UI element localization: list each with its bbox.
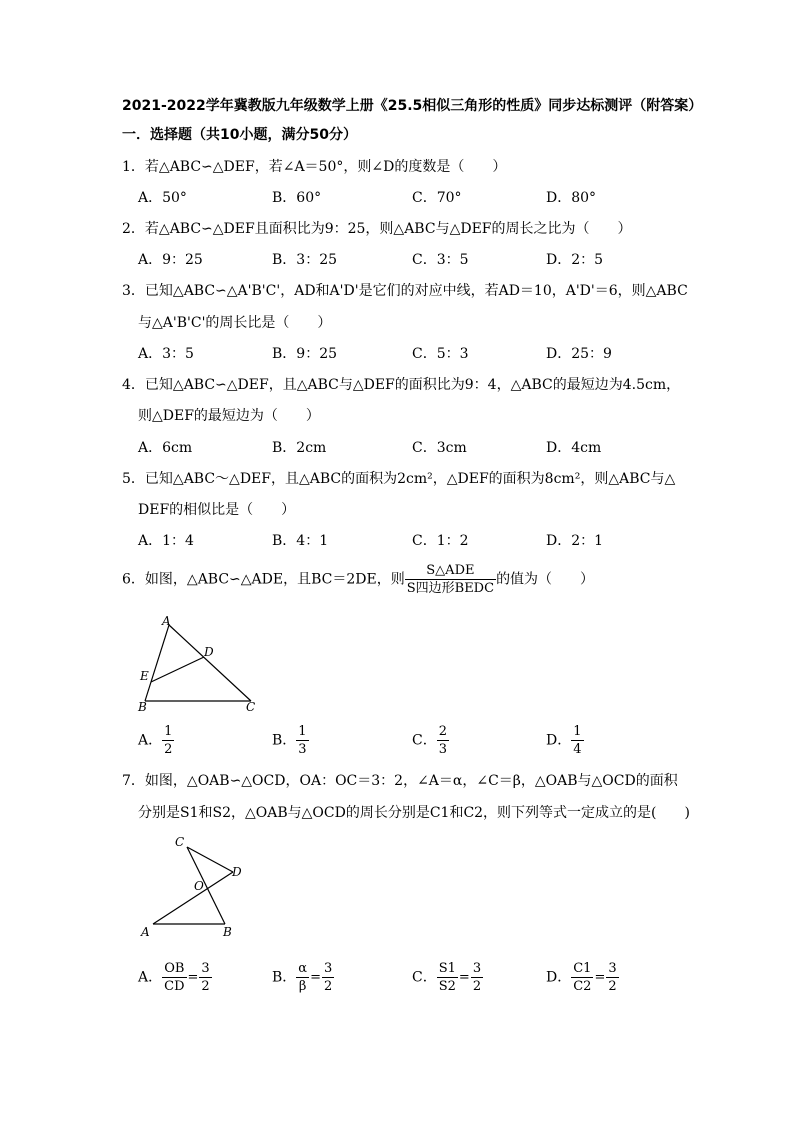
label-b: B bbox=[138, 700, 147, 714]
fraction-numerator: 1 bbox=[298, 724, 307, 739]
figure-triangle-abc bbox=[130, 615, 270, 715]
option-b: B．60° bbox=[272, 190, 322, 206]
option-letter: C． bbox=[412, 732, 437, 749]
fraction-numerator: 1 bbox=[573, 724, 582, 739]
fraction-denominator: S四边形BEDC bbox=[406, 581, 495, 596]
question-number: 3． bbox=[122, 283, 145, 299]
label-e: E bbox=[140, 669, 149, 683]
option-fraction-left bbox=[296, 960, 309, 995]
option-fraction-right bbox=[471, 960, 483, 995]
label-d: D bbox=[204, 645, 214, 659]
fraction-denominator: C2 bbox=[573, 979, 592, 994]
question-number: 5． bbox=[122, 471, 145, 487]
option-c bbox=[412, 960, 483, 995]
option-a: A．9：25 bbox=[138, 252, 203, 268]
question-4 bbox=[122, 374, 680, 394]
option-fraction bbox=[296, 723, 308, 758]
section-heading: 一．选择题（共10小题，满分50分） bbox=[122, 127, 357, 143]
option-d: D．2：1 bbox=[546, 533, 604, 549]
option-d: D．2：5 bbox=[546, 252, 604, 268]
option-a bbox=[138, 723, 174, 758]
question-text-line1: 已知△ABC∽△A'B'C'，AD和A'D'是它们的对应中线，若AD＝10，A'D'＝6，则△ABC bbox=[144, 283, 688, 299]
option-c: C．5：3 bbox=[412, 346, 469, 362]
option-fraction-right bbox=[199, 960, 211, 995]
document-title: 2021-2022学年冀教版九年级数学上册《25.5相似三角形的性质》同步达标测评（附答案） bbox=[122, 98, 703, 114]
option-a: A．6cm bbox=[138, 440, 193, 456]
option-b bbox=[272, 723, 309, 758]
option-fraction-left bbox=[437, 960, 458, 995]
option-b bbox=[272, 960, 334, 995]
fraction-numerator: 3 bbox=[608, 961, 617, 976]
option-fraction-left bbox=[162, 960, 186, 995]
question-text-line1: 已知△ABC∽△DEF，且△ABC与△DEF的面积比为9：4，△ABC的最短边为4.5cm， bbox=[144, 377, 681, 393]
question-2 bbox=[122, 218, 632, 238]
option-b: B．2cm bbox=[272, 440, 327, 456]
fraction-numerator: S△ADE bbox=[405, 562, 496, 580]
question-text: 若△ABC∽△DEF且面积比为9：25，则△ABC与△DEF的周长之比为（ ） bbox=[144, 221, 632, 237]
fraction-numerator: 3 bbox=[323, 961, 333, 976]
fraction-numerator: α bbox=[298, 961, 308, 976]
option-d: D．4cm bbox=[546, 440, 602, 456]
option-b: B．3：25 bbox=[272, 252, 338, 268]
question-text-tail: 的值为（ ） bbox=[496, 571, 595, 588]
option-d: D．25：9 bbox=[546, 346, 612, 362]
question-4-line2: 则△DEF的最短边为（ ） bbox=[138, 408, 320, 424]
fraction-denominator: 3 bbox=[298, 742, 307, 757]
fraction-numerator: 3 bbox=[472, 961, 482, 976]
option-fraction-right bbox=[322, 960, 334, 995]
option-letter: B． bbox=[272, 732, 297, 749]
question-text-line1: 已知△ABC～△DEF，且△ABC的面积为2cm²，△DEF的面积为8cm²，则△ABC与△ bbox=[144, 471, 676, 487]
fraction-denominator: 4 bbox=[573, 742, 582, 757]
area-ratio-fraction bbox=[405, 562, 496, 597]
option-fraction bbox=[162, 723, 174, 758]
label-a: A bbox=[141, 925, 150, 939]
option-letter: A． bbox=[138, 969, 163, 986]
question-number: 1． bbox=[122, 159, 145, 175]
option-a: A．50° bbox=[138, 190, 187, 206]
fraction-numerator: S1 bbox=[438, 961, 456, 976]
question-3 bbox=[122, 280, 688, 300]
question-5 bbox=[122, 468, 675, 488]
fraction-numerator: 3 bbox=[201, 961, 210, 976]
option-a: A．1：4 bbox=[138, 533, 194, 549]
label-o: O bbox=[194, 879, 204, 893]
question-number: 4． bbox=[122, 377, 145, 393]
equals-sign: = bbox=[594, 970, 606, 985]
option-a bbox=[138, 960, 212, 995]
fraction-numerator: C1 bbox=[573, 961, 592, 976]
question-number: 2． bbox=[122, 221, 145, 237]
fraction-numerator: OB bbox=[162, 960, 186, 978]
fraction-numerator: 2 bbox=[438, 724, 447, 739]
fraction-denominator: 2 bbox=[323, 979, 333, 994]
equals-sign: = bbox=[187, 970, 199, 985]
question-5-line2: DEF的相似比是（ ） bbox=[138, 502, 296, 518]
fraction-denominator: 2 bbox=[472, 979, 482, 994]
question-3-line2: 与△A'B'C'的周长比是（ ） bbox=[138, 315, 332, 331]
question-number: 6． bbox=[122, 571, 145, 588]
fraction-denominator: β bbox=[298, 979, 307, 994]
option-b: B．4：1 bbox=[272, 533, 329, 549]
label-a: A bbox=[162, 615, 171, 628]
fraction-denominator: 2 bbox=[608, 979, 617, 994]
option-fraction-right bbox=[606, 960, 618, 995]
option-letter: A． bbox=[138, 732, 163, 749]
option-c: C．3：5 bbox=[412, 252, 469, 268]
option-c: C．70° bbox=[412, 190, 462, 206]
question-1 bbox=[122, 156, 506, 176]
option-b: B．9：25 bbox=[272, 346, 338, 362]
question-number: 7． bbox=[122, 773, 145, 789]
label-c: C bbox=[175, 835, 185, 849]
option-fraction-left bbox=[571, 960, 593, 995]
option-letter: D． bbox=[546, 732, 572, 749]
option-letter: C． bbox=[412, 969, 437, 986]
equals-sign: = bbox=[458, 970, 470, 985]
option-d bbox=[546, 960, 619, 995]
question-text-line1: 如图，△OAB∽△OCD，OA：OC＝3：2，∠A＝α，∠C＝β，△OAB与△OCD的面积 bbox=[144, 773, 678, 789]
equals-sign: = bbox=[310, 970, 321, 985]
option-c: C．3cm bbox=[412, 440, 467, 456]
fraction-denominator: 2 bbox=[164, 742, 173, 757]
question-7-line2: 分别是S1和S2，△OAB与△OCD的周长分别是C1和C2，则下列等式一定成立的是( ) bbox=[138, 805, 690, 821]
label-c: C bbox=[246, 700, 256, 714]
option-d bbox=[546, 723, 584, 758]
label-b: B bbox=[223, 925, 232, 939]
question-6 bbox=[122, 562, 594, 597]
option-c: C．1：2 bbox=[412, 533, 469, 549]
label-d: D bbox=[232, 865, 242, 879]
option-letter: D． bbox=[546, 969, 572, 986]
option-c bbox=[412, 723, 449, 758]
option-fraction bbox=[571, 723, 583, 758]
fraction-denominator: 3 bbox=[438, 742, 447, 757]
fraction-numerator: 1 bbox=[164, 724, 173, 739]
figure-crossed-triangles bbox=[135, 830, 255, 942]
question-text: 如图，△ABC∽△ADE，且BC＝2DE，则 bbox=[144, 571, 405, 588]
question-text: 若△ABC∽△DEF，若∠A＝50°，则∠D的度数是（ ） bbox=[144, 159, 507, 175]
option-letter: B． bbox=[272, 969, 297, 986]
option-a: A．3：5 bbox=[138, 346, 194, 362]
fraction-denominator: 2 bbox=[201, 979, 210, 994]
option-fraction bbox=[437, 723, 449, 758]
fraction-denominator: CD bbox=[164, 979, 185, 994]
fraction-denominator: S2 bbox=[438, 979, 456, 994]
question-7 bbox=[122, 770, 678, 790]
option-d: D．80° bbox=[546, 190, 597, 206]
